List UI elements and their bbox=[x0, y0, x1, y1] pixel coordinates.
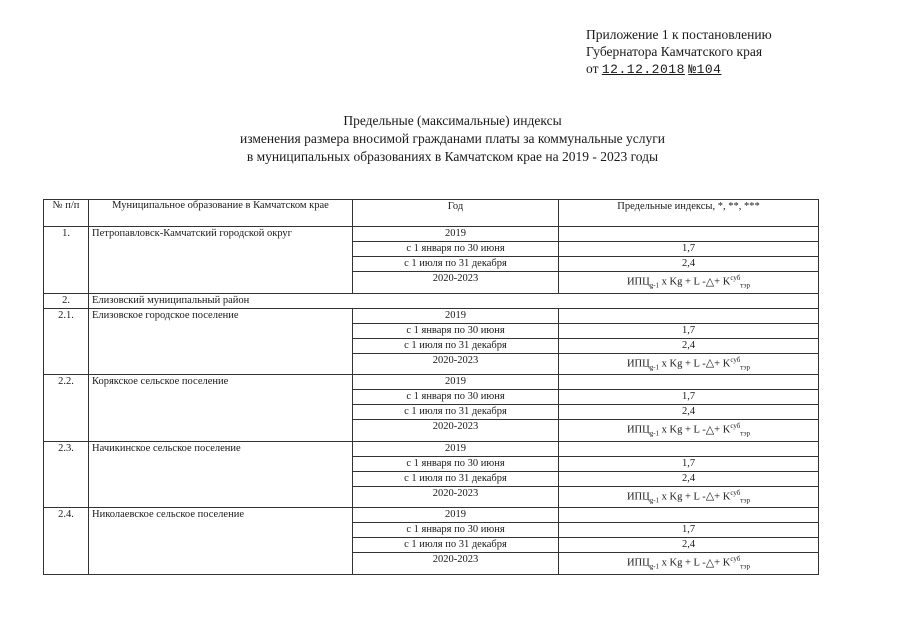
row-index-value: 2,4 bbox=[559, 257, 819, 272]
row-period: с 1 июля по 31 декабря bbox=[353, 538, 559, 553]
row-period: с 1 июля по 31 декабря bbox=[353, 338, 559, 353]
appendix-date-line bbox=[586, 60, 772, 78]
row-num: 2.4. bbox=[44, 508, 89, 575]
row-num: 2.1. bbox=[44, 308, 89, 375]
table-row bbox=[44, 375, 819, 390]
row-num: 2.3. bbox=[44, 441, 89, 508]
header-num: № п/п bbox=[44, 200, 89, 227]
row-period: с 1 июля по 31 декабря bbox=[353, 405, 559, 420]
table-row bbox=[44, 508, 819, 523]
formula-ipc-sub: g-1 bbox=[649, 562, 660, 571]
row-index-value: 1,7 bbox=[559, 323, 819, 338]
formula-triangle: △ bbox=[705, 556, 715, 569]
formula-triangle: △ bbox=[705, 423, 715, 436]
row-index-value: 2,4 bbox=[559, 405, 819, 420]
header-municipality: Муниципальное образование в Камчатском крае bbox=[89, 200, 353, 227]
formula-ipc-sub: g-1 bbox=[649, 363, 660, 372]
appendix-line-1: Приложение 1 к постановлению bbox=[586, 27, 772, 42]
row-municipality: Елизовский муниципальный район bbox=[89, 293, 819, 308]
formula-mid: x Kg + L - bbox=[659, 424, 706, 436]
row-index-value bbox=[559, 308, 819, 323]
row-index-value bbox=[559, 486, 819, 508]
formula-triangle: △ bbox=[705, 490, 715, 503]
formula-k-sub: тэр bbox=[740, 562, 751, 571]
formula-k-sub: тэр bbox=[740, 281, 751, 290]
row-index-value: 2,4 bbox=[559, 471, 819, 486]
appendix-number-sign: № bbox=[688, 62, 697, 77]
row-period: 2020-2023 bbox=[353, 553, 559, 575]
row-municipality: Николаевское сельское поселение bbox=[89, 508, 353, 575]
formula-k-sup: суб bbox=[730, 274, 741, 282]
formula-plus-k: + K bbox=[714, 424, 731, 436]
formula-k-sub: тэр bbox=[740, 363, 751, 372]
row-index-value: 1,7 bbox=[559, 523, 819, 538]
table-header-row bbox=[44, 200, 819, 227]
formula-mid: x Kg + L - bbox=[659, 358, 706, 370]
header-indices: Предельные индексы, *, **, *** bbox=[559, 200, 819, 227]
appendix-date: 12.12.2018 bbox=[601, 62, 685, 77]
row-period: с 1 января по 30 июня bbox=[353, 390, 559, 405]
table-row bbox=[44, 441, 819, 456]
row-num: 2.2. bbox=[44, 375, 89, 442]
row-index-value: 1,7 bbox=[559, 390, 819, 405]
row-period: с 1 июля по 31 декабря bbox=[353, 471, 559, 486]
formula-triangle: △ bbox=[705, 275, 715, 288]
row-municipality: Петропавловск-Камчатский городской округ bbox=[89, 227, 353, 294]
row-index-value bbox=[559, 553, 819, 575]
formula-plus-k: + K bbox=[714, 276, 731, 288]
row-index-value bbox=[559, 272, 819, 294]
formula-ipc: ИПЦ bbox=[626, 358, 650, 370]
table-body bbox=[44, 227, 819, 575]
formula-ipc: ИПЦ bbox=[626, 424, 650, 436]
row-period: 2019 bbox=[353, 508, 559, 523]
formula-k-sup: суб bbox=[730, 488, 741, 497]
row-period: с 1 января по 30 июня bbox=[353, 523, 559, 538]
row-index-value: 2,4 bbox=[559, 338, 819, 353]
row-period: 2019 bbox=[353, 227, 559, 242]
row-period: с 1 января по 30 июня bbox=[353, 323, 559, 338]
row-index-value: 1,7 bbox=[559, 242, 819, 257]
formula-ipc: ИПЦ bbox=[626, 276, 650, 288]
row-period: 2020-2023 bbox=[353, 420, 559, 442]
formula-plus-k: + K bbox=[714, 358, 731, 370]
row-period: 2019 bbox=[353, 441, 559, 456]
appendix-date-prefix: от bbox=[586, 61, 599, 76]
title-line-3: в муниципальных образованиях в Камчатском крае на 2019 - 2023 годы bbox=[246, 149, 659, 164]
row-index-value bbox=[559, 508, 819, 523]
formula-plus-k: + K bbox=[714, 557, 731, 569]
row-index-value bbox=[559, 375, 819, 390]
row-num: 2. bbox=[44, 293, 89, 308]
row-municipality: Начикинское сельское поселение bbox=[89, 441, 353, 508]
appendix-line-2: Губернатора Камчатского края bbox=[586, 44, 763, 59]
row-period: с 1 июля по 31 декабря bbox=[353, 257, 559, 272]
appendix-block bbox=[586, 26, 772, 78]
row-period: 2019 bbox=[353, 375, 559, 390]
row-index-value bbox=[559, 420, 819, 442]
formula-k-sup: суб bbox=[730, 422, 741, 431]
formula-mid: x Kg + L - bbox=[659, 491, 706, 503]
table-row bbox=[44, 308, 819, 323]
row-index-value bbox=[559, 353, 819, 375]
formula-k-sub: тэр bbox=[740, 496, 751, 505]
row-index-value: 1,7 bbox=[559, 456, 819, 471]
formula-ipc: ИПЦ bbox=[626, 491, 650, 503]
row-period: с 1 января по 30 июня bbox=[353, 242, 559, 257]
row-period: 2020-2023 bbox=[353, 272, 559, 294]
table-row bbox=[44, 227, 819, 242]
row-period: 2019 bbox=[353, 308, 559, 323]
formula-ipc-sub: g-1 bbox=[649, 429, 660, 438]
formula-ipc-sub: g-1 bbox=[649, 496, 660, 505]
formula-ipc: ИПЦ bbox=[626, 557, 650, 569]
table-row bbox=[44, 293, 819, 308]
formula-plus-k: + K bbox=[714, 491, 731, 503]
row-num: 1. bbox=[44, 227, 89, 294]
row-municipality: Корякское сельское поселение bbox=[89, 375, 353, 442]
formula-mid: x Kg + L - bbox=[659, 557, 706, 569]
row-municipality: Елизовское городское поселение bbox=[89, 308, 353, 375]
formula-triangle: △ bbox=[705, 357, 715, 370]
row-index-value: 2,4 bbox=[559, 538, 819, 553]
document-title bbox=[0, 112, 905, 166]
title-line-1: Предельные (максимальные) индексы bbox=[343, 113, 562, 128]
row-index-value bbox=[559, 441, 819, 456]
formula-mid: x Kg + L - bbox=[659, 276, 706, 288]
indices-table bbox=[43, 199, 819, 575]
formula-k-sup: суб bbox=[730, 555, 741, 564]
formula-k-sub: тэр bbox=[740, 429, 751, 438]
formula-ipc-sub: g-1 bbox=[649, 281, 660, 290]
row-period: с 1 января по 30 июня bbox=[353, 456, 559, 471]
formula-k-sup: суб bbox=[730, 355, 741, 364]
row-period: 2020-2023 bbox=[353, 353, 559, 375]
row-period: 2020-2023 bbox=[353, 486, 559, 508]
title-line-2: изменения размера вносимой гражданами платы за коммунальные услуги bbox=[239, 131, 666, 146]
row-index-value bbox=[559, 227, 819, 242]
header-year: Год bbox=[353, 200, 559, 227]
appendix-number: 104 bbox=[696, 62, 722, 77]
